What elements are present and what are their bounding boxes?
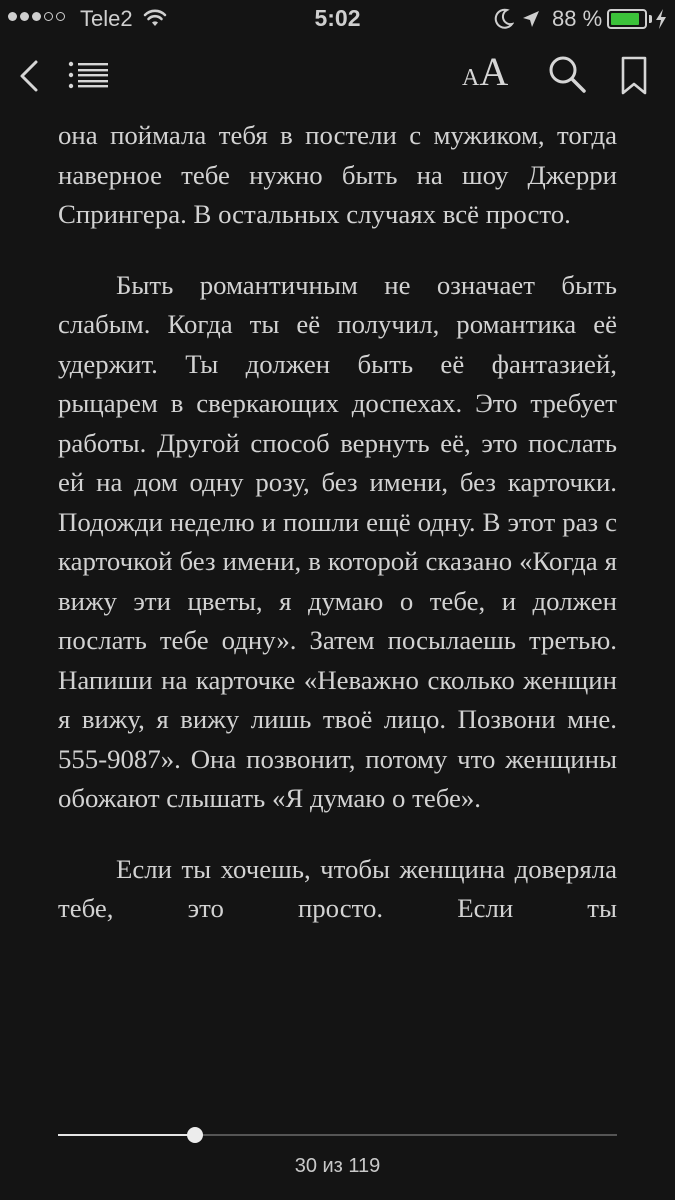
paragraph-continued: она поймала тебя в постели с мужиком, тогда наверное тебе нужно быть на шоу Джерри Спрингера. В остальных случаях всё просто. bbox=[58, 120, 617, 229]
progress-thumb[interactable] bbox=[187, 1127, 203, 1143]
page-progress-slider[interactable] bbox=[58, 1126, 617, 1144]
battery-icon bbox=[607, 9, 647, 29]
font-size-icon[interactable] bbox=[462, 48, 508, 95]
status-bar bbox=[0, 0, 675, 40]
table-of-contents-icon[interactable] bbox=[68, 60, 110, 95]
book-page-text bbox=[58, 116, 617, 929]
battery-level bbox=[611, 13, 639, 25]
moon-icon bbox=[494, 8, 514, 35]
paragraph: Быть романтичным не означает быть слабым. Когда ты её получил, романтика её удержит. Ты должен быть её фантазией, рыцарем в сверкающих доспехах. Это требует работы. Другой способ вернуть её, это послать ей на дом одну розу, без имени, без карточки. Подожди неделю и пошли ещё одну. В этот раз с карточкой без имени, в которой сказано «Когда я вижу эти цветы, я думаю о тебе, и должен послать тебе одну». Затем посылаешь третью. Напиши на карточке «Неважно сколько женщин я вижу, я вижу лишь твоё лицо. Позвони мне. 555-9087». Она позвонит, потому что женщины обожают слышать «Я думаю о тебе». bbox=[58, 269, 617, 813]
charging-icon bbox=[655, 8, 667, 35]
bookmark-icon[interactable] bbox=[619, 55, 649, 102]
battery-percentage: 88 % bbox=[552, 6, 603, 31]
reader-toolbar bbox=[0, 48, 675, 108]
paragraph: Если ты хочешь, чтобы женщина доверяла тебе, это просто. Если ты bbox=[58, 853, 617, 923]
page-counter: 30 из 119 bbox=[294, 1155, 381, 1177]
font-size-big-letter: A bbox=[479, 49, 509, 94]
carrier-name: Tele2 bbox=[80, 6, 133, 31]
progress-fill bbox=[58, 1134, 195, 1136]
location-arrow-icon bbox=[521, 9, 541, 34]
clock: 5:02 bbox=[314, 5, 361, 31]
back-chevron-icon[interactable] bbox=[14, 56, 44, 101]
search-icon[interactable] bbox=[546, 54, 588, 101]
battery-cap bbox=[649, 15, 652, 23]
font-size-small-letter: A bbox=[462, 65, 480, 91]
